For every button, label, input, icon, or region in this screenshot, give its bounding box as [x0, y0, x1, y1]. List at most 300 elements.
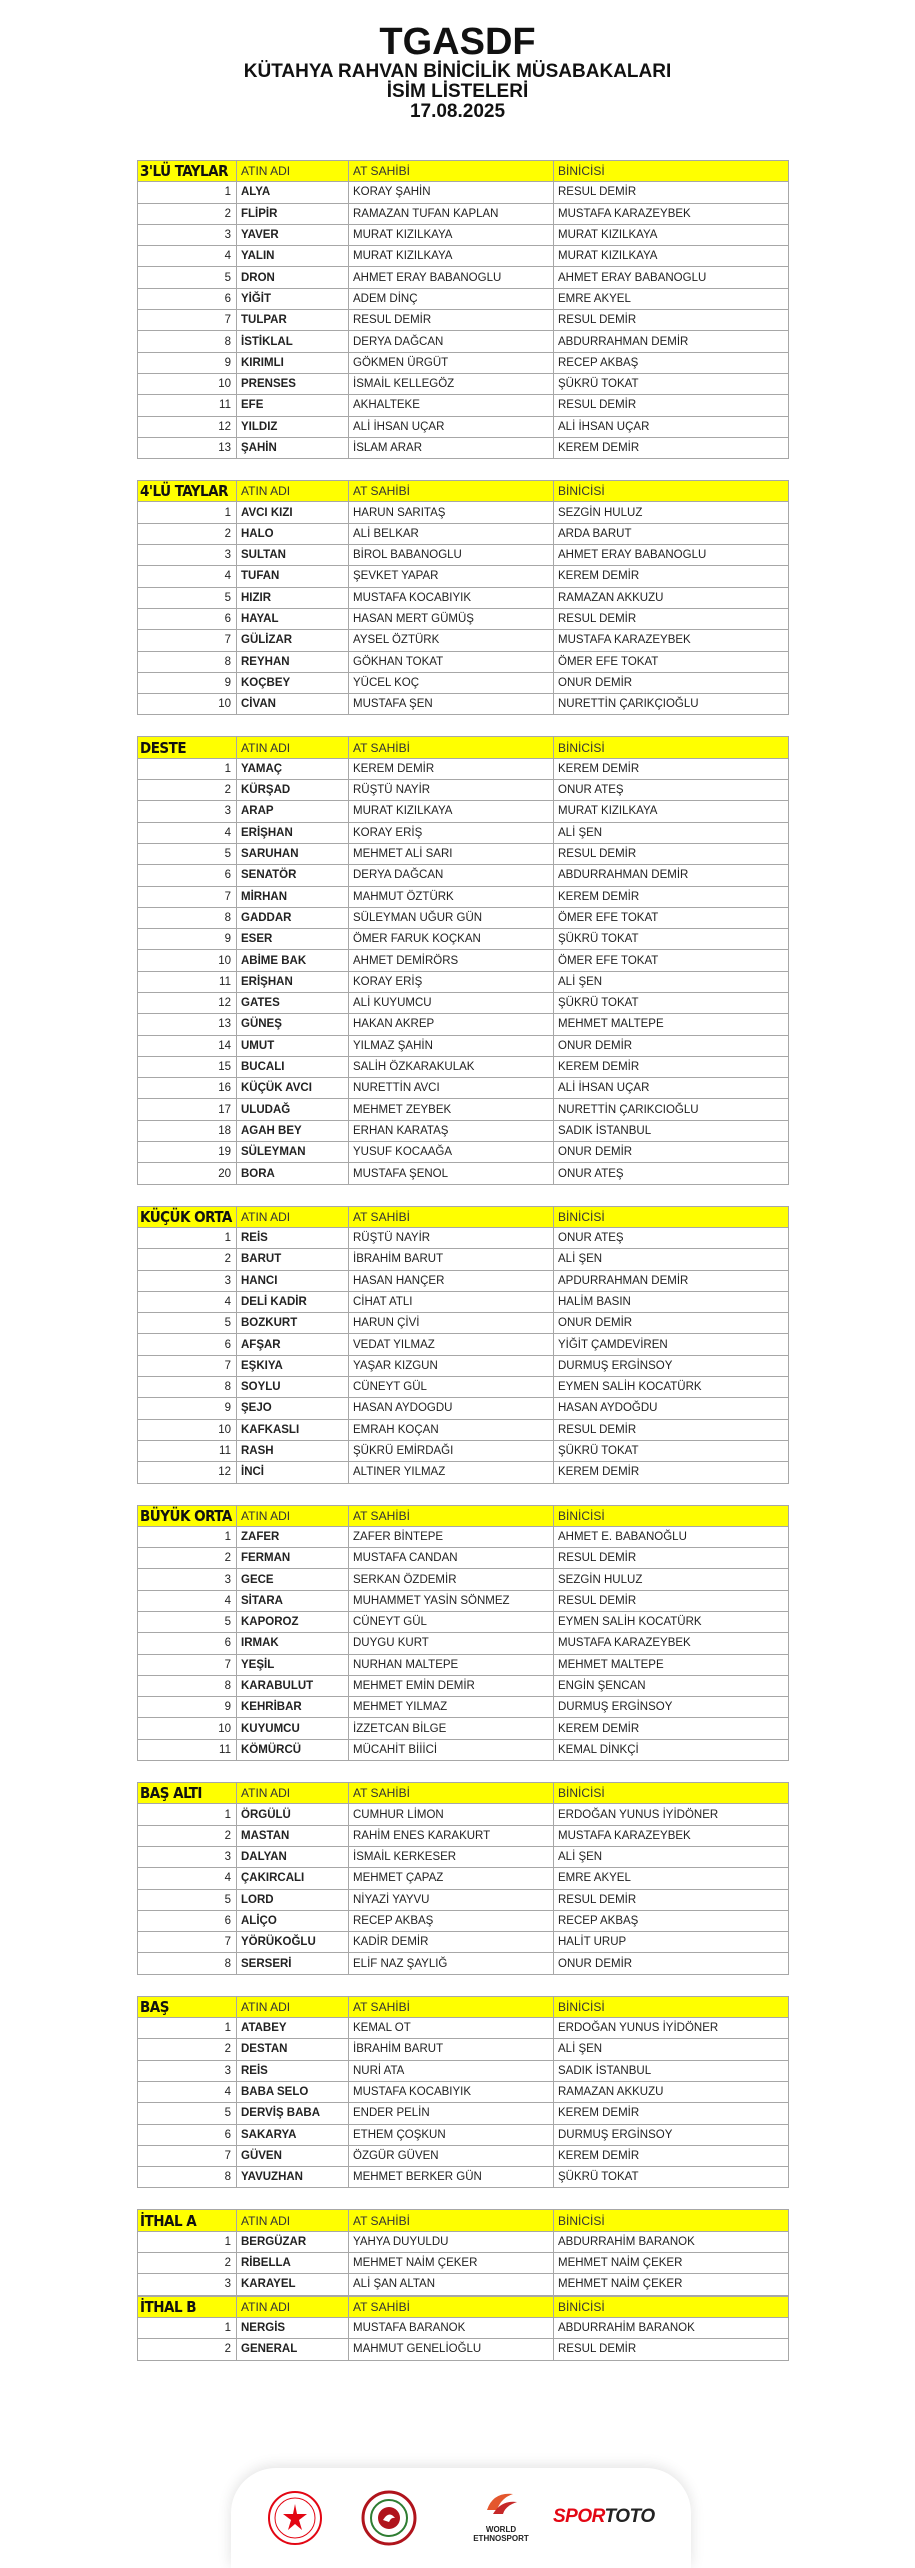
owner-name: YUSUF KOCAAĞA: [349, 1142, 554, 1163]
owner-name: ADEM DİNÇ: [349, 288, 554, 309]
rider-name: MEHMET NAİM ÇEKER: [554, 2274, 789, 2295]
owner-name: YAŞAR KIZGUN: [349, 1355, 554, 1376]
rider-name: RESUL DEMİR: [554, 608, 789, 629]
row-number: 11: [138, 971, 237, 992]
row-number: 4: [138, 1868, 237, 1889]
horse-name: SİTARA: [237, 1590, 349, 1611]
rider-name: ŞÜKRÜ TOKAT: [554, 992, 789, 1013]
row-number: 7: [138, 1654, 237, 1675]
row-number: 5: [138, 2103, 237, 2124]
column-header-horse: ATIN ADI: [237, 1505, 349, 1526]
row-number: 13: [138, 1014, 237, 1035]
owner-name: ENDER PELİN: [349, 2103, 554, 2124]
rider-name: EYMEN SALİH KOCATÜRK: [554, 1377, 789, 1398]
table-row: [138, 2339, 789, 2360]
table-row: [138, 416, 789, 437]
table-row: [138, 1675, 789, 1696]
rider-name: SEZGİN HULUZ: [554, 502, 789, 523]
horse-name: ABİME BAK: [237, 950, 349, 971]
horse-name: IRMAK: [237, 1633, 349, 1654]
rider-name: DURMUŞ ERGİNSOY: [554, 1697, 789, 1718]
table-row: [138, 1932, 789, 1953]
horse-name: MİRHAN: [237, 886, 349, 907]
owner-name: ÖZGÜR GÜVEN: [349, 2145, 554, 2166]
owner-name: SÜLEYMAN UĞUR GÜN: [349, 907, 554, 928]
category-section: [137, 480, 789, 715]
row-number: 17: [138, 1099, 237, 1120]
rider-name: ABDURRAHMAN DEMİR: [554, 865, 789, 886]
owner-name: MEHMET EMİN DEMİR: [349, 1675, 554, 1696]
row-number: 2: [138, 203, 237, 224]
rider-name: ONUR DEMİR: [554, 1313, 789, 1334]
horse-name: REİS: [237, 2060, 349, 2081]
row-number: 12: [138, 1462, 237, 1483]
rider-name: YİĞİT ÇAMDEVİREN: [554, 1334, 789, 1355]
table-row: [138, 758, 789, 779]
table-row: [138, 1270, 789, 1291]
owner-name: İBRAHİM BARUT: [349, 2039, 554, 2060]
owner-name: ALİ İHSAN UÇAR: [349, 416, 554, 437]
rider-name: EYMEN SALİH KOCATÜRK: [554, 1612, 789, 1633]
table-row: [138, 672, 789, 693]
row-number: 5: [138, 1889, 237, 1910]
table-row: [138, 224, 789, 245]
horse-name: KÜRŞAD: [237, 780, 349, 801]
row-number: 4: [138, 1590, 237, 1611]
table-row: [138, 1569, 789, 1590]
row-number: 1: [138, 758, 237, 779]
owner-name: ŞEVKET YAPAR: [349, 566, 554, 587]
owner-name: MEHMET BERKER GÜN: [349, 2167, 554, 2188]
column-header-owner: AT SAHİBİ: [349, 1783, 554, 1804]
section-gap: [137, 1761, 789, 1782]
rider-name: ERDOĞAN YUNUS İYİDÖNER: [554, 1804, 789, 1825]
row-number: 3: [138, 545, 237, 566]
category-section: [137, 160, 789, 459]
category-section: [137, 2296, 789, 2361]
section-gap: [137, 2188, 789, 2209]
horse-name: KÜÇÜK AVCI: [237, 1078, 349, 1099]
row-number: 3: [138, 1569, 237, 1590]
table-row: [138, 1868, 789, 1889]
rider-name: RESUL DEMİR: [554, 843, 789, 864]
row-number: 6: [138, 865, 237, 886]
sportoto-text-toto: TOTO: [604, 2506, 655, 2527]
owner-name: DUYGU KURT: [349, 1633, 554, 1654]
table-row: [138, 246, 789, 267]
column-header-rider: BİNİCİSİ: [554, 1206, 789, 1227]
horse-name: HALO: [237, 523, 349, 544]
rider-name: ÖMER EFE TOKAT: [554, 651, 789, 672]
rider-name: RAMAZAN AKKUZU: [554, 2081, 789, 2102]
column-header-owner: AT SAHİBİ: [349, 481, 554, 502]
owner-name: HASAN HANÇER: [349, 1270, 554, 1291]
owner-name: MEHMET ÇAPAZ: [349, 1868, 554, 1889]
row-number: 4: [138, 822, 237, 843]
horse-name: BOZKURT: [237, 1313, 349, 1334]
horse-name: ŞEJO: [237, 1398, 349, 1419]
horse-name: YÖRÜKOĞLU: [237, 1932, 349, 1953]
row-number: 1: [138, 2018, 237, 2039]
rider-name: AHMET ERAY BABANOGLU: [554, 267, 789, 288]
row-number: 11: [138, 1440, 237, 1461]
category-section: [137, 1505, 789, 1762]
rider-name: DURMUŞ ERGİNSOY: [554, 1355, 789, 1376]
rider-name: DURMUŞ ERGİNSOY: [554, 2124, 789, 2145]
rider-name: ALİ ŞEN: [554, 971, 789, 992]
category-table: [137, 736, 789, 1184]
column-header-owner: AT SAHİBİ: [349, 2210, 554, 2231]
row-number: 8: [138, 907, 237, 928]
table-row: [138, 2253, 789, 2274]
table-row: [138, 1697, 789, 1718]
owner-name: ÖMER FARUK KOÇKAN: [349, 929, 554, 950]
table-row: [138, 1889, 789, 1910]
horse-name: ALYA: [237, 182, 349, 203]
table-row: [138, 352, 789, 373]
rider-name: EMRE AKYEL: [554, 288, 789, 309]
table-header-row: [138, 1996, 789, 2017]
owner-name: İSMAİL KELLEGÖZ: [349, 373, 554, 394]
table-row: [138, 1078, 789, 1099]
column-header-rider: BİNİCİSİ: [554, 1783, 789, 1804]
rider-name: MURAT KIZILKAYA: [554, 224, 789, 245]
owner-name: ALİ ŞAN ALTAN: [349, 2274, 554, 2295]
owner-name: NURHAN MALTEPE: [349, 1654, 554, 1675]
table-row: [138, 630, 789, 651]
rider-name: ONUR ATEŞ: [554, 1227, 789, 1248]
sportoto-text-spor: SPOR: [553, 2506, 605, 2527]
owner-name: DERYA DAĞCAN: [349, 331, 554, 352]
table-row: [138, 843, 789, 864]
rider-name: RESUL DEMİR: [554, 1889, 789, 1910]
row-number: 8: [138, 1675, 237, 1696]
rider-name: HALİM BASIN: [554, 1291, 789, 1312]
owner-name: YÜCEL KOÇ: [349, 672, 554, 693]
horse-name: FERMAN: [237, 1548, 349, 1569]
rider-name: ALİ İHSAN UÇAR: [554, 416, 789, 437]
horse-name: ÖRGÜLÜ: [237, 1804, 349, 1825]
horse-name: FLİPİR: [237, 203, 349, 224]
column-header-horse: ATIN ADI: [237, 161, 349, 182]
horse-name: NERGİS: [237, 2317, 349, 2338]
column-header-rider: BİNİCİSİ: [554, 161, 789, 182]
owner-name: NURİ ATA: [349, 2060, 554, 2081]
table-row: [138, 1099, 789, 1120]
owner-name: KEREM DEMİR: [349, 758, 554, 779]
column-header-rider: BİNİCİSİ: [554, 1996, 789, 2017]
horse-name: EŞKIYA: [237, 1355, 349, 1376]
row-number: 9: [138, 1697, 237, 1718]
horse-name: YİĞİT: [237, 288, 349, 309]
horse-name: DERVİŞ BABA: [237, 2103, 349, 2124]
table-row: [138, 1249, 789, 1270]
owner-name: RÜŞTÜ NAYİR: [349, 780, 554, 801]
owner-name: BİROL BABANOGLU: [349, 545, 554, 566]
row-number: 5: [138, 587, 237, 608]
column-header-horse: ATIN ADI: [237, 1783, 349, 1804]
owner-name: MUSTAFA BARANOK: [349, 2317, 554, 2338]
horse-name: BABA SELO: [237, 2081, 349, 2102]
table-row: [138, 780, 789, 801]
category-section: [137, 736, 789, 1184]
horse-name: GÜVEN: [237, 2145, 349, 2166]
rider-name: SADIK İSTANBUL: [554, 2060, 789, 2081]
section-gap: [137, 715, 789, 736]
document-title: TGASDF: [379, 21, 536, 63]
owner-name: YILMAZ ŞAHİN: [349, 1035, 554, 1056]
horse-name: GADDAR: [237, 907, 349, 928]
row-number: 3: [138, 2060, 237, 2081]
rider-name: RESUL DEMİR: [554, 1419, 789, 1440]
table-row: [138, 1739, 789, 1760]
owner-name: RAHİM ENES KARAKURT: [349, 1825, 554, 1846]
horse-name: PRENSES: [237, 373, 349, 394]
sportoto-logo: [553, 2506, 655, 2528]
horse-name: AGAH BEY: [237, 1120, 349, 1141]
owner-name: NİYAZİ YAYVU: [349, 1889, 554, 1910]
category-section: [137, 1782, 789, 1975]
table-row: [138, 2145, 789, 2166]
column-header-rider: BİNİCİSİ: [554, 2296, 789, 2317]
column-header-rider: BİNİCİSİ: [554, 481, 789, 502]
owner-name: RECEP AKBAŞ: [349, 1910, 554, 1931]
row-number: 2: [138, 1249, 237, 1270]
rider-name: MURAT KIZILKAYA: [554, 246, 789, 267]
owner-name: KORAY ŞAHİN: [349, 182, 554, 203]
owner-name: HARUN SARITAŞ: [349, 502, 554, 523]
owner-name: MUSTAFA KOCABIYIK: [349, 587, 554, 608]
row-number: 1: [138, 1227, 237, 1248]
horse-name: ULUDAĞ: [237, 1099, 349, 1120]
row-number: 11: [138, 395, 237, 416]
owner-name: MUSTAFA KOCABIYIK: [349, 2081, 554, 2102]
horse-name: LORD: [237, 1889, 349, 1910]
horse-name: SOYLU: [237, 1377, 349, 1398]
rider-name: ONUR DEMİR: [554, 672, 789, 693]
table-row: [138, 1910, 789, 1931]
rider-name: RESUL DEMİR: [554, 310, 789, 331]
rider-name: APDURRAHMAN DEMİR: [554, 1270, 789, 1291]
column-header-horse: ATIN ADI: [237, 2296, 349, 2317]
horse-name: DRON: [237, 267, 349, 288]
owner-name: SALİH ÖZKARAKULAK: [349, 1056, 554, 1077]
table-row: [138, 2039, 789, 2060]
owner-name: RÜŞTÜ NAYİR: [349, 1227, 554, 1248]
table-row: [138, 822, 789, 843]
category-title: BÜYÜK ORTA: [138, 1505, 237, 1526]
row-number: 11: [138, 1739, 237, 1760]
rider-name: ONUR DEMİR: [554, 1035, 789, 1056]
table-row: [138, 395, 789, 416]
rider-name: ABDURRAHİM BARANOK: [554, 2317, 789, 2338]
owner-name: MUSTAFA ŞEN: [349, 694, 554, 715]
owner-name: KORAY ERİŞ: [349, 822, 554, 843]
row-number: 7: [138, 886, 237, 907]
rider-name: AHMET ERAY BABANOGLU: [554, 545, 789, 566]
table-row: [138, 801, 789, 822]
rider-name: ONUR DEMİR: [554, 1142, 789, 1163]
rider-name: ÖMER EFE TOKAT: [554, 950, 789, 971]
category-table: [137, 480, 789, 715]
horse-name: HAYAL: [237, 608, 349, 629]
rider-name: MEHMET NAİM ÇEKER: [554, 2253, 789, 2274]
table-row: [138, 203, 789, 224]
row-number: 2: [138, 523, 237, 544]
rider-name: SADIK İSTANBUL: [554, 1120, 789, 1141]
category-section: [137, 1996, 789, 2189]
row-number: 12: [138, 416, 237, 437]
section-gap: [137, 1975, 789, 1996]
owner-name: DERYA DAĞCAN: [349, 865, 554, 886]
rider-name: KEMAL DİNKÇİ: [554, 1739, 789, 1760]
table-row: [138, 1377, 789, 1398]
table-row: [138, 523, 789, 544]
rider-name: ALİ İHSAN UÇAR: [554, 1078, 789, 1099]
category-tables: [137, 160, 789, 2361]
column-header-horse: ATIN ADI: [237, 1996, 349, 2017]
owner-name: MEHMET ZEYBEK: [349, 1099, 554, 1120]
rider-name: KEREM DEMİR: [554, 1462, 789, 1483]
rider-name: KEREM DEMİR: [554, 2103, 789, 2124]
table-header-row: [138, 161, 789, 182]
category-title: KÜÇÜK ORTA: [138, 1206, 237, 1227]
owner-name: AHMET ERAY BABANOGLU: [349, 267, 554, 288]
owner-name: ERHAN KARATAŞ: [349, 1120, 554, 1141]
rider-name: ENGİN ŞENCAN: [554, 1675, 789, 1696]
row-number: 3: [138, 801, 237, 822]
owner-name: MEHMET NAİM ÇEKER: [349, 2253, 554, 2274]
rider-name: ARDA BARUT: [554, 523, 789, 544]
table-row: [138, 1825, 789, 1846]
row-number: 2: [138, 2253, 237, 2274]
table-row: [138, 373, 789, 394]
rider-name: ÖMER EFE TOKAT: [554, 907, 789, 928]
rider-name: RESUL DEMİR: [554, 1590, 789, 1611]
ethnosport-text: WORLD ETHNOSPORT: [473, 2525, 529, 2543]
row-number: 19: [138, 1142, 237, 1163]
category-table: [137, 2296, 789, 2361]
table-row: [138, 886, 789, 907]
federation-emblem-icon: [361, 2490, 417, 2546]
table-row: [138, 971, 789, 992]
row-number: 1: [138, 1526, 237, 1547]
rider-name: NURETTİN ÇARIKCIOĞLU: [554, 1099, 789, 1120]
table-row: [138, 1120, 789, 1141]
horse-name: KUYUMCU: [237, 1718, 349, 1739]
row-number: 7: [138, 310, 237, 331]
owner-name: ZAFER BİNTEPE: [349, 1526, 554, 1547]
horse-name: GÜLİZAR: [237, 630, 349, 651]
horse-name: İSTİKLAL: [237, 331, 349, 352]
horse-name: HIZIR: [237, 587, 349, 608]
owner-name: MURAT KIZILKAYA: [349, 801, 554, 822]
horse-name: KEHRİBAR: [237, 1697, 349, 1718]
owner-name: CİHAT ATLI: [349, 1291, 554, 1312]
table-header-row: [138, 481, 789, 502]
horse-name: KARABULUT: [237, 1675, 349, 1696]
horse-name: YALIN: [237, 246, 349, 267]
horse-name: SULTAN: [237, 545, 349, 566]
category-table: [137, 1206, 789, 1484]
owner-name: GÖKHAN TOKAT: [349, 651, 554, 672]
rider-name: KEREM DEMİR: [554, 1056, 789, 1077]
table-row: [138, 1035, 789, 1056]
row-number: 18: [138, 1120, 237, 1141]
rider-name: RECEP AKBAŞ: [554, 1910, 789, 1931]
horse-name: TUFAN: [237, 566, 349, 587]
document-subtitle-lists: İSİM LİSTELERİ: [386, 81, 529, 102]
rider-name: MUSTAFA KARAZEYBEK: [554, 1825, 789, 1846]
column-header-horse: ATIN ADI: [237, 737, 349, 758]
row-number: 3: [138, 2274, 237, 2295]
table-row: [138, 2274, 789, 2295]
column-header-horse: ATIN ADI: [237, 2210, 349, 2231]
row-number: 8: [138, 1377, 237, 1398]
horse-name: YAMAÇ: [237, 758, 349, 779]
table-row: [138, 1014, 789, 1035]
ethnosport-swirl-icon: [483, 2488, 519, 2518]
row-number: 10: [138, 950, 237, 971]
horse-name: YAVER: [237, 224, 349, 245]
category-title: DESTE: [138, 737, 237, 758]
owner-name: CÜNEYT GÜL: [349, 1612, 554, 1633]
owner-name: KADİR DEMİR: [349, 1932, 554, 1953]
owner-name: ALİ BELKAR: [349, 523, 554, 544]
owner-name: ALTINER YILMAZ: [349, 1462, 554, 1483]
horse-name: ALİÇO: [237, 1910, 349, 1931]
row-number: 2: [138, 780, 237, 801]
owner-name: MURAT KIZILKAYA: [349, 224, 554, 245]
row-number: 8: [138, 331, 237, 352]
owner-name: MUSTAFA ŞENOL: [349, 1163, 554, 1184]
horse-name: AFŞAR: [237, 1334, 349, 1355]
category-title: 4'LÜ TAYLAR: [138, 481, 237, 502]
column-header-horse: ATIN ADI: [237, 1206, 349, 1227]
row-number: 5: [138, 1313, 237, 1334]
sponsor-footer: [231, 2468, 691, 2568]
horse-name: DELİ KADİR: [237, 1291, 349, 1312]
category-table: [137, 1996, 789, 2189]
table-row: [138, 2081, 789, 2102]
column-header-owner: AT SAHİBİ: [349, 1206, 554, 1227]
category-title: 3'LÜ TAYLAR: [138, 161, 237, 182]
row-number: 9: [138, 929, 237, 950]
column-header-rider: BİNİCİSİ: [554, 2210, 789, 2231]
table-row: [138, 2060, 789, 2081]
horse-name: ARAP: [237, 801, 349, 822]
table-row: [138, 1142, 789, 1163]
horse-name: KARAYEL: [237, 2274, 349, 2295]
row-number: 3: [138, 1846, 237, 1867]
owner-name: EMRAH KOÇAN: [349, 1419, 554, 1440]
owner-name: CÜNEYT GÜL: [349, 1377, 554, 1398]
table-header-row: [138, 737, 789, 758]
category-title: BAŞ ALTI: [138, 1783, 237, 1804]
rider-name: RECEP AKBAŞ: [554, 352, 789, 373]
row-number: 5: [138, 267, 237, 288]
table-row: [138, 907, 789, 928]
table-row: [138, 1953, 789, 1974]
rider-name: KEREM DEMİR: [554, 1718, 789, 1739]
owner-name: MUHAMMET YASİN SÖNMEZ: [349, 1590, 554, 1611]
table-row: [138, 1398, 789, 1419]
rider-name: MUSTAFA KARAZEYBEK: [554, 630, 789, 651]
row-number: 1: [138, 182, 237, 203]
owner-name: MAHMUT ÖZTÜRK: [349, 886, 554, 907]
row-number: 6: [138, 1633, 237, 1654]
rider-name: MEHMET MALTEPE: [554, 1014, 789, 1035]
